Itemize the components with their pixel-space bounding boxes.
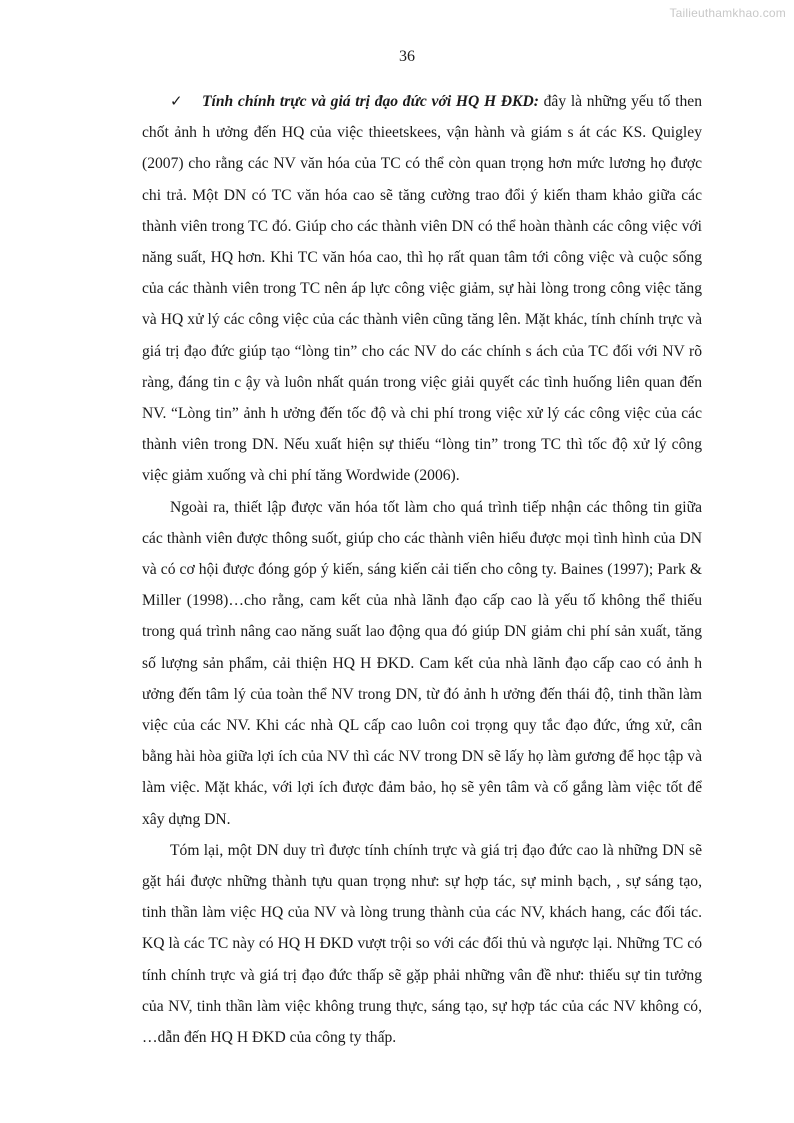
paragraph-integrity — [142, 86, 702, 492]
paragraph-culture-commitment: Ngoài ra, thiết lập được văn hóa tốt làm cho quá trình tiếp nhận các thông tin giữa các thành viên được thông suốt, giúp cho các thành viên hiểu được mọi tình hình của DN và có cơ hội được đóng góp ý kiến, sáng kiến cải tiến cho công ty. Baines (1997); Park & Miller (1998)…cho rằng, cam kết của nhà lãnh đạo cấp cao là yếu tố không thể thiếu trong quá trình nâng cao năng suất lao động qua đó giúp DN giảm chi phí sản xuất, tăng số lượng sản phẩm, cải thiện HQ H ĐKD. Cam kết của nhà lãnh đạo cấp cao có ảnh h ưởng đến tâm lý của toàn thể NV trong DN, từ đó ảnh h ưởng đến thái độ, tinh thần làm việc của các NV. Khi các nhà QL cấp cao luôn coi trọng quy tắc đạo đức, ứng xử, cân bằng hài hòa giữa lợi ích của NV thì các NV trong DN sẽ lấy họ làm gương để học tập và làm việc. Mặt khác, với lợi ích được đảm bảo, họ sẽ yên tâm và cố gắng làm việc tốt để xây dựng DN. — [142, 498, 702, 828]
page-number: 36 — [399, 48, 415, 65]
document-body — [142, 86, 702, 1053]
checkmark-icon: ✓ — [170, 92, 183, 110]
paragraph-text: đây là những yếu tố then chốt ảnh h ưởng đến HQ của việc thieetskees, vận hành và giám s át các KS. Quigley (2007) cho rằng các NV văn hóa của TC có thể còn quan trọng hơn mức lương họ được chi trả. Một DN có TC văn hóa cao sẽ tăng cường trao đổi ý kiến tham khảo giữa các thành viên trong TC đó. Giúp cho các thành viên DN có thể hoàn thành các công việc với năng suất, HQ hơn. Khi TC văn hóa cao, thì họ rất quan tâm tới công việc và cuộc sống của các thành viên trong TC nên áp lực công việc giảm, sự hài lòng trong công việc tăng và HQ xử lý các công việc của các thành viên cũng tăng lên. Mặt khác, tính chính trực và giá trị đạo đức giúp tạo “lòng tin” cho các NV do các chính s ách của TC đối với NV rõ ràng, đáng tin c ậy và luôn nhất quán trong việc giải quyết các tình huống liên quan đến NV. “Lòng tin” ảnh h ưởng đến tốc độ và chi phí trong việc xử lý các công việc của các thành viên trong DN. Nếu xuất hiện sự thiếu “lòng tin” trong TC thì tốc độ xử lý công việc giảm xuống và chi phí tăng Wordwide (2006). — [142, 93, 702, 485]
watermark-text: Tailieuthamkhao.com — [669, 6, 786, 20]
paragraph-summary: Tóm lại, một DN duy trì được tính chính trực và giá trị đạo đức cao là những DN sẽ gặt hái được những thành tựu quan trọng như: sự hợp tác, sự minh bạch, , sự sáng tạo, tinh thần làm việc HQ của NV và lòng trung thành của các NV, khách hang, các đối tác. KQ là các TC này có HQ H ĐKD vượt trội so với các đối thủ và ngược lại. Những TC có tính chính trực và giá trị đạo đức thấp sẽ gặp phải những vân đề như: thiếu sự tin tưởng của NV, tinh thần làm việc không trung thực, sáng tạo, sự hợp tác của các NV không có, …dẫn đến HQ H ĐKD của công ty thấp. — [142, 841, 702, 1047]
section-heading: Tính chính trực và giá trị đạo đức với HQ H ĐKD: — [202, 93, 539, 110]
